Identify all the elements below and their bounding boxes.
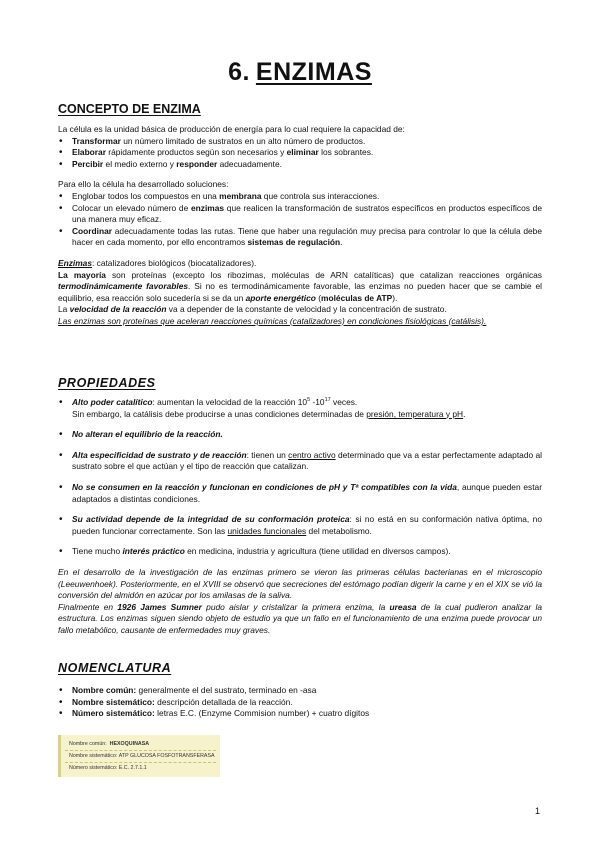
- list-item: • Englobar todos los compuestos en una membrana que controla sus interacciones.: [58, 191, 542, 203]
- history-paragraph: En el desarrollo de la investigación de las enzimas primero se vieron las primeras células bacterianas en el microscopio (Leeuwenhoek). Posteriormente, en el XVIII se observó que secreciones del estómago podían digerir la carne y en el XIX se vió la conversión del almidón en azúcar por los amilasas de la saliva.: [58, 566, 542, 601]
- section-heading-nomenclatura: NOMENCLATURA: [58, 661, 172, 675]
- properties-list: [58, 397, 542, 558]
- paragraph-velocidad: La velocidad de la reacción va a depender de la constante de velocidad y la concentración de sustrato.: [58, 304, 447, 315]
- nomenclature-example-table: [58, 735, 220, 777]
- nomenclature-list: [58, 685, 542, 720]
- paragraph-mayoria: La mayoría son proteínas (excepto los ribozimas, moléculas de ARN catalíticas) que catalizan reacciones orgánicas termodinámicamente favorables. Si no es termodinámicamente favorable, las enzimas no pueden hacer que se cambie el equilibrio, esa reacción solo sucedería si se da un aporte energético (moléculas de ATP).: [58, 269, 542, 303]
- concepto-body: [58, 124, 542, 328]
- list-item: • Transformar un número limitado de sustratos en un alto número de productos.: [58, 136, 542, 148]
- title-word: ENZIMAS: [255, 58, 372, 86]
- list-item: • Elaborar rápidamente productos según son necesarios y eliminar los sobrantes.: [58, 147, 542, 159]
- sumner-paragraph: Finalmente en 1926 James Sumner pudo aislar y cristalizar la primera enzima, la ureasa de la cual pudieron analizar la estructura. Los enzimas siguen siendo objeto de estudio ya que un fallo en el funcionamiento de una enzima puede provocar un fallo metabólico, causante de enfermedades muy graves.: [58, 601, 543, 635]
- enzimas-definition: Enzimas: catalizadores biológicos (biocatalizadores).: [58, 257, 257, 268]
- needs-list: [58, 136, 542, 171]
- list-item: • Su actividad depende de la integridad de su conformación proteica: si no está en su conformación nativa óptima, no pueden funcionar correctamente. Son las unidades funcionales del metabolismo.: [58, 514, 542, 537]
- section-heading-concepto: CONCEPTO DE ENZIMA: [58, 102, 201, 116]
- list-item: • Alto poder catalítico: aumentan la velocidad de la reacción $10^5$ $-10^{17}$ veces. Sin embargo, la catálisis debe producirse a unas condiciones determinadas de presión, temperatura y pH.: [58, 397, 542, 420]
- table-row: Nombre sistemático: ATP GLUCOSA FOSFOTRANSFERASA: [69, 753, 215, 759]
- summary-sentence: Las enzimas son proteínas que aceleran reacciones químicas (catalizadores) en condiciones fisiológicas (catálisis).: [58, 315, 487, 326]
- list-item: • Tiene mucho interés práctico en medicina, industria y agricultura (tiene utilidad en diversos campos).: [58, 546, 542, 558]
- title-number: 6.: [228, 58, 250, 86]
- list-item: • Alta especificidad de sustrato y de reacción: tienen un centro activo determinado que va a estar perfectamente adaptado al sustrato sobre el que actúan y el tipo de reacción que catalizan.: [58, 450, 542, 473]
- solutions-list: [58, 191, 542, 249]
- list-item: • Percibir el medio externo y responder adecuadamente.: [58, 159, 542, 171]
- concepto-intro: La célula es la unidad básica de producción de energía para lo cual requiere la capacidad de:: [58, 124, 405, 134]
- table-row: Nombre común: HEXOQUINASA: [69, 741, 150, 747]
- propiedades-body: [58, 397, 542, 637]
- section-heading-propiedades: PROPIEDADES: [58, 376, 156, 390]
- list-item: • No se consumen en la reacción y funcionan en condiciones de pH y Tª compatibles con la vida, aunque pueden estar adaptados a distintas condiciones.: [58, 482, 542, 505]
- list-item: • No alteran el equilibrio de la reacción.: [58, 429, 542, 441]
- list-item: • Coordinar adecuadamente todas las rutas. Tiene que haber una regulación muy precisa para controlar lo que la célula debe hacer en cada momento, por ello encontramos sistemas de regulación.: [58, 226, 542, 249]
- table-divider: [65, 750, 216, 751]
- solutions-intro: Para ello la célula ha desarrollado soluciones:: [58, 179, 229, 190]
- table-row: Número sistemático: E.C. 2.7.1.1: [69, 765, 147, 771]
- list-item: • Número sistemático: letras E.C. (Enzyme Commision number) + cuatro dígitos: [58, 708, 542, 720]
- nomenclatura-body: [58, 685, 542, 720]
- list-item: • Colocar un elevado número de enzimas que realicen la transformación de sustratos específicos en productos específicos de una manera muy eficaz.: [58, 203, 542, 226]
- table-divider: [65, 762, 216, 763]
- list-item: • Nombre sistemático: descripción detallada de la reacción.: [58, 697, 542, 709]
- page-number: 1: [534, 806, 540, 816]
- page-title: [0, 58, 600, 87]
- list-item: • Nombre común: generalmente el del sustrato, terminado en -asa: [58, 685, 542, 697]
